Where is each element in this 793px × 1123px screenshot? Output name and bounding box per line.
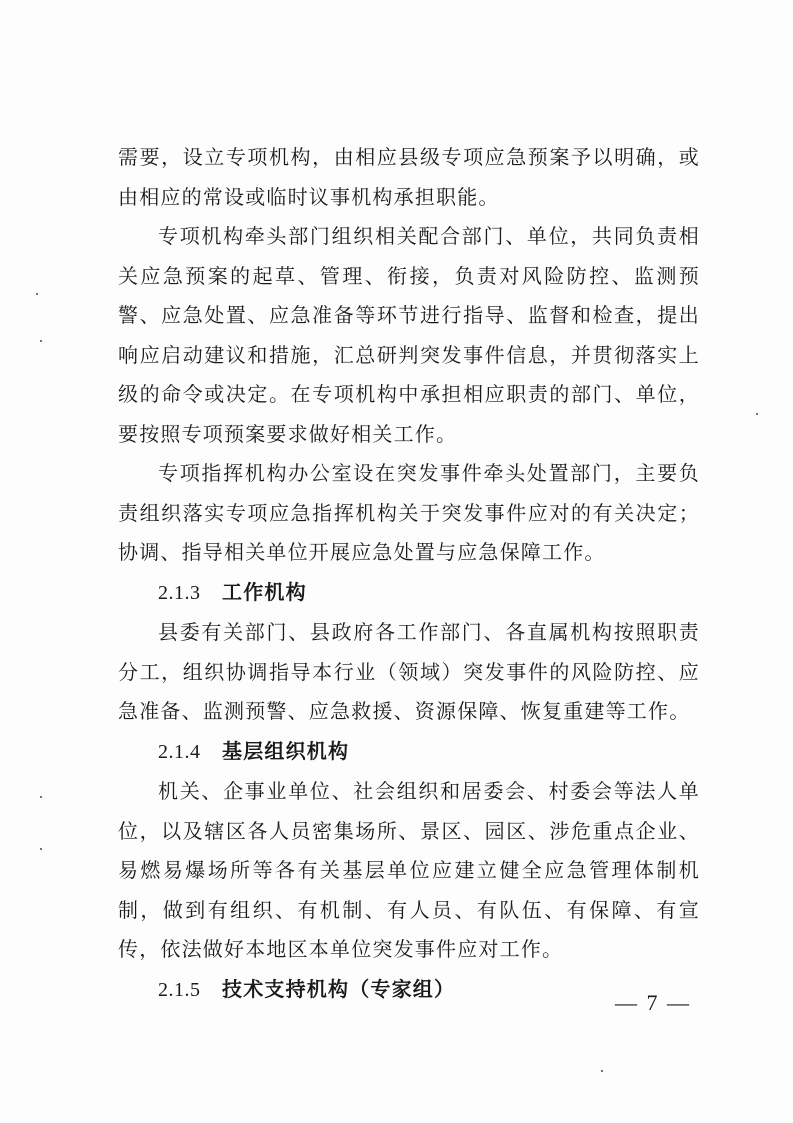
section-number: 2.1.3 xyxy=(158,581,201,604)
paragraph-working-agencies: 县委有关部门、县政府各工作部门、各直属机构按照职责分工，组织协调指导本行业（领域）突发事件的风险防控、应急准备、监测预警、应急救援、资源保障、恢复重建等工作。 xyxy=(118,620,700,723)
scan-speck xyxy=(756,413,758,415)
scan-speck xyxy=(40,848,42,850)
section-number: 2.1.4 xyxy=(158,740,201,763)
paragraph-continued: 需要，设立专项机构，由相应县级专项应急预案予以明确，或由相应的常设或临时议事机构承担职能。 xyxy=(118,145,700,209)
paragraph-special-agency-lead: 专项机构牵头部门组织相关配合部门、单位，共同负责相关应急预案的起草、管理、衔接，负责对风险防控、监测预警、应急处置、应急准备等环节进行指导、监督和检查，提出响应启动建议和措施，汇总研判突发事件信息，并贯彻落实上级的命令或决定。在专项机构中承担相应职责的部门、单位，要按照专项预案要求做好相关工作。 xyxy=(118,224,700,446)
section-heading-2-1-5 xyxy=(118,970,700,1011)
page-number: — 7 — xyxy=(615,990,691,1015)
section-heading-2-1-3 xyxy=(118,573,700,614)
section-number: 2.1.5 xyxy=(158,978,201,1001)
scan-speck xyxy=(36,293,38,295)
scan-speck xyxy=(40,796,42,798)
section-heading-2-1-4 xyxy=(118,732,700,773)
paragraph-command-office: 专项指挥机构办公室设在突发事件牵头处置部门，主要负责组织落实专项应急指挥机构关于突发事件应对的有关决定；协调、指导相关单位开展应急处置与应急保障工作。 xyxy=(118,461,700,564)
paragraph-grassroots-organizations: 机关、企事业单位、社会组织和居委会、村委会等法人单位，以及辖区各人员密集场所、景区、园区、涉危重点企业、易燃易爆场所等各有关基层单位应建立健全应急管理体制机制，做到有组织、有机制、有人员、有队伍、有保障、有宣传，依法做好本地区本单位突发事件应对工作。 xyxy=(118,779,700,961)
scan-speck xyxy=(601,1070,603,1072)
section-title: 工作机构 xyxy=(222,579,307,604)
scan-speck xyxy=(40,340,42,342)
section-title: 技术支持机构（专家组） xyxy=(222,976,456,1001)
document-body xyxy=(118,138,700,1010)
section-title: 基层组织机构 xyxy=(222,738,350,763)
